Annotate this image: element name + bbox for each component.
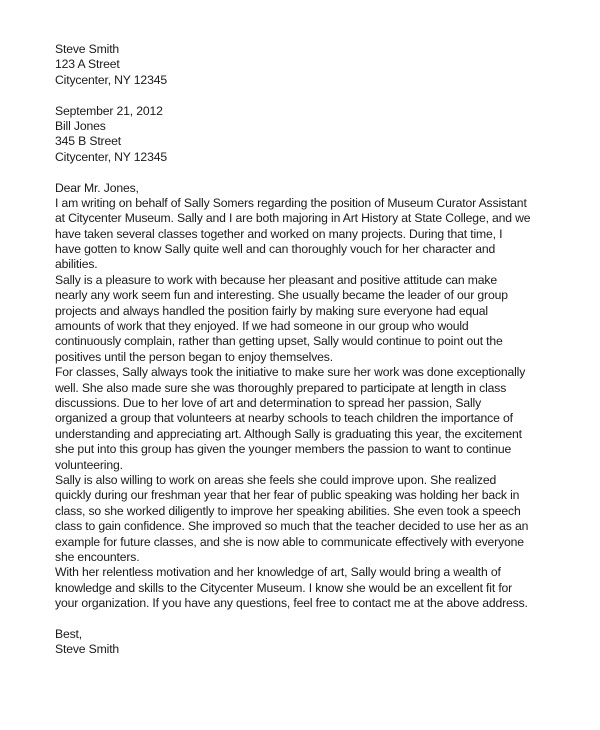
sender-address — [55, 42, 530, 88]
paragraph-line: I am writing on behalf of Sally Somers regarding the position of Museum Curator Assistant — [55, 195, 527, 210]
paragraph-line: at Citycenter Museum. Sally and I are both majoring in Art History at State College, and we — [55, 211, 531, 226]
recipient-street: 345 B Street — [55, 134, 121, 149]
paragraph-line: amounts of work that they enjoyed. If we had someone in our group who would — [55, 319, 469, 334]
paragraph-line: volunteering. — [55, 457, 123, 472]
sender-street: 123 A Street — [55, 57, 120, 72]
recipient-city: Citycenter, NY 12345 — [55, 149, 167, 164]
salutation: Dear Mr. Jones, — [55, 180, 139, 195]
paragraph-line: Sally is also willing to work on areas she feels she could improve upon. She realized — [55, 472, 497, 487]
letter-date: September 21, 2012 — [55, 103, 163, 118]
paragraph — [55, 196, 530, 273]
paragraph-line: have taken several classes together and worked on many projects. During that time, I — [55, 226, 503, 241]
paragraph-line: projects and always handled the position fairly by making sure everyone had equal — [55, 303, 488, 318]
recipient-name: Bill Jones — [55, 118, 106, 133]
paragraph-line: abilities. — [55, 257, 98, 272]
paragraph-line: Sally is a pleasure to work with because her pleasant and positive attitude can make — [55, 272, 497, 287]
recipient-address — [55, 119, 530, 165]
paragraph-line: For classes, Sally always took the initiative to make sure her work was done exceptionally — [55, 365, 526, 380]
paragraph-line: quickly during our freshman year that her fear of public speaking was holding her back in — [55, 488, 520, 503]
paragraph-line: With her relentless motivation and her knowledge of art, Sally would bring a wealth of — [55, 565, 501, 580]
paragraph-line: nearly any work seem fun and interesting. She usually became the leader of our group — [55, 288, 508, 303]
paragraph-line: knowledge and skills to the Citycenter Museum. I know she would be an excellent fit for — [55, 580, 513, 595]
paragraph-line: your organization. If you have any questions, feel free to contact me at the above address. — [55, 596, 528, 611]
paragraph-line: positives until the person began to enjoy themselves. — [55, 349, 333, 364]
paragraph-line: class to gain confidence. She improved so much that the teacher decided to use her as an — [55, 519, 529, 534]
paragraph-line: continuously complain, rather than getting upset, Sally would continue to point out the — [55, 334, 503, 349]
paragraph-line: she put into this group has given the younger members the passion to want to continue — [55, 442, 512, 457]
letter-body — [55, 196, 530, 612]
paragraph-line: example for future classes, and she is now able to communicate effectively with everyone — [55, 534, 524, 549]
sender-city: Citycenter, NY 12345 — [55, 72, 167, 87]
signature: Steve Smith — [55, 642, 120, 657]
paragraph-line: she encounters. — [55, 549, 140, 564]
paragraph-line: class, so she worked diligently to improve her speaking abilities. She even took a speech — [55, 503, 521, 518]
closing: Best, — [55, 626, 83, 641]
paragraph-line: discussions. Due to her love of art and determination to spread her passion, Sally — [55, 395, 482, 410]
paragraph-line: organized a group that volunteers at nearby schools to teach children the importance of — [55, 411, 513, 426]
paragraph-line: have gotten to know Sally quite well and can thoroughly vouch for her character and — [55, 242, 496, 257]
paragraph — [55, 273, 530, 365]
paragraph-line: understanding and appreciating art. Although Sally is graduating this year, the excitement — [55, 426, 522, 441]
paragraph-line: well. She also made sure she was thoroughly prepared to participate at length in class — [55, 380, 507, 395]
paragraph — [55, 365, 530, 473]
paragraph — [55, 565, 530, 611]
sender-name: Steve Smith — [55, 42, 120, 56]
paragraph — [55, 473, 530, 565]
recommendation-letter — [55, 42, 530, 658]
